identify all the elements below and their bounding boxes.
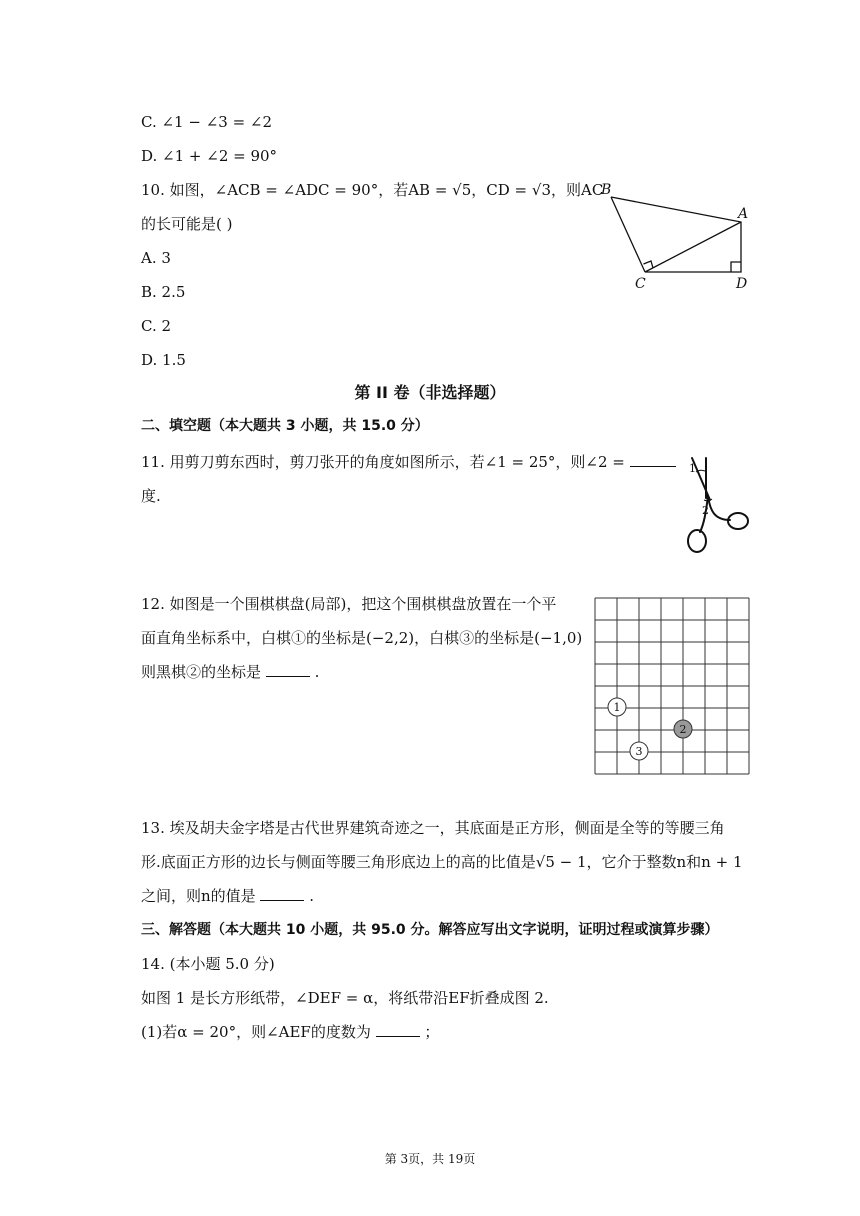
q10-option-a: A. 3 (141, 249, 171, 267)
q13-text: 之间，则n的值是 (141, 887, 256, 905)
q13-stem-line3 (141, 886, 314, 906)
scissors-label-2: 2 (702, 504, 709, 517)
scissors-label-1: 1 (689, 462, 696, 475)
q10-label-d: D (736, 276, 748, 292)
section2-heading: 二、填空题（本大题共 3 小题，共 15.0 分） (141, 418, 429, 434)
stone-1-label: 1 (613, 701, 621, 714)
q11-text: 11. 用剪刀剪东西时，剪刀张开的角度如图所示，若∠1 = 25°，则∠2 = (141, 453, 625, 471)
q13-stem-line1: 13. 埃及胡夫金字塔是古代世界建筑奇迹之一，其底面是正方形，侧面是全等的等腰三角 (141, 819, 725, 837)
q12-end: . (314, 663, 320, 681)
q11-stem-line2: 度. (141, 487, 161, 505)
q12-stem-line1: 12. 如图是一个围棋棋盘(局部)，把这个围棋棋盘放置在一个平 (141, 595, 557, 613)
scissors-figure (670, 450, 760, 560)
q9-option-d: D. ∠1 + ∠2 = 90° (141, 147, 278, 165)
q12-stem-line3 (141, 662, 319, 682)
q14-part1-text: (1)若α = 20°，则∠AEF的度数为 (141, 1023, 371, 1041)
q10-label-c: C (635, 276, 646, 292)
q14-answer-blank (376, 1022, 420, 1037)
q13-answer-blank (260, 886, 304, 901)
q10-stem-line2: 的长可能是( ) (141, 215, 233, 233)
q10-option-c: C. 2 (141, 317, 172, 335)
q10-option-d: D. 1.5 (141, 351, 186, 369)
stone-3-label: 3 (635, 745, 643, 758)
stone-1 (608, 698, 626, 716)
q10-label-b: B (601, 182, 612, 198)
q10-triangle-figure (595, 178, 760, 293)
q12-answer-blank (266, 662, 310, 677)
q10-stem-line1: 10. 如图，∠ACB = ∠ADC = 90°，若AB = √5，CD = √3，则AC (141, 181, 604, 199)
q12-text: 则黑棋②的坐标是 (141, 663, 262, 681)
q12-stem-line2: 面直角坐标系中，白棋①的坐标是(−2,2)，白棋③的坐标是(−1,0) (141, 629, 583, 647)
q14-header: 14. (本小题 5.0 分) (141, 955, 275, 973)
q9-option-c: C. ∠1 − ∠3 = ∠2 (141, 113, 273, 131)
part2-title: 第 II 卷（非选择题） (354, 383, 506, 402)
q13-stem-line2: 形.底面正方形的边长与侧面等腰三角形底边上的高的比值是√5 − 1，它介于整数n和n + 1 (141, 853, 743, 871)
q14-part1 (141, 1022, 439, 1042)
page-footer: 第 3页，共 19页 (384, 1152, 476, 1166)
section3-heading: 三、解答题（本大题共 10 小题，共 95.0 分。解答应写出文字说明，证明过程或演算步骤） (141, 922, 719, 938)
q11-answer-blank (630, 452, 676, 467)
q14-part1-end: ； (424, 1023, 440, 1041)
go-board-figure (590, 595, 755, 780)
stone-2 (674, 720, 692, 738)
q10-option-b: B. 2.5 (141, 283, 186, 301)
stone-3 (630, 742, 648, 760)
q10-label-a: A (738, 206, 749, 222)
q14-stem: 如图 1 是长方形纸带，∠DEF = α，将纸带沿EF折叠成图 2. (141, 989, 549, 1007)
q13-end: . (309, 887, 315, 905)
stone-2-label: 2 (679, 723, 687, 736)
q11-stem-line1 (141, 452, 676, 472)
